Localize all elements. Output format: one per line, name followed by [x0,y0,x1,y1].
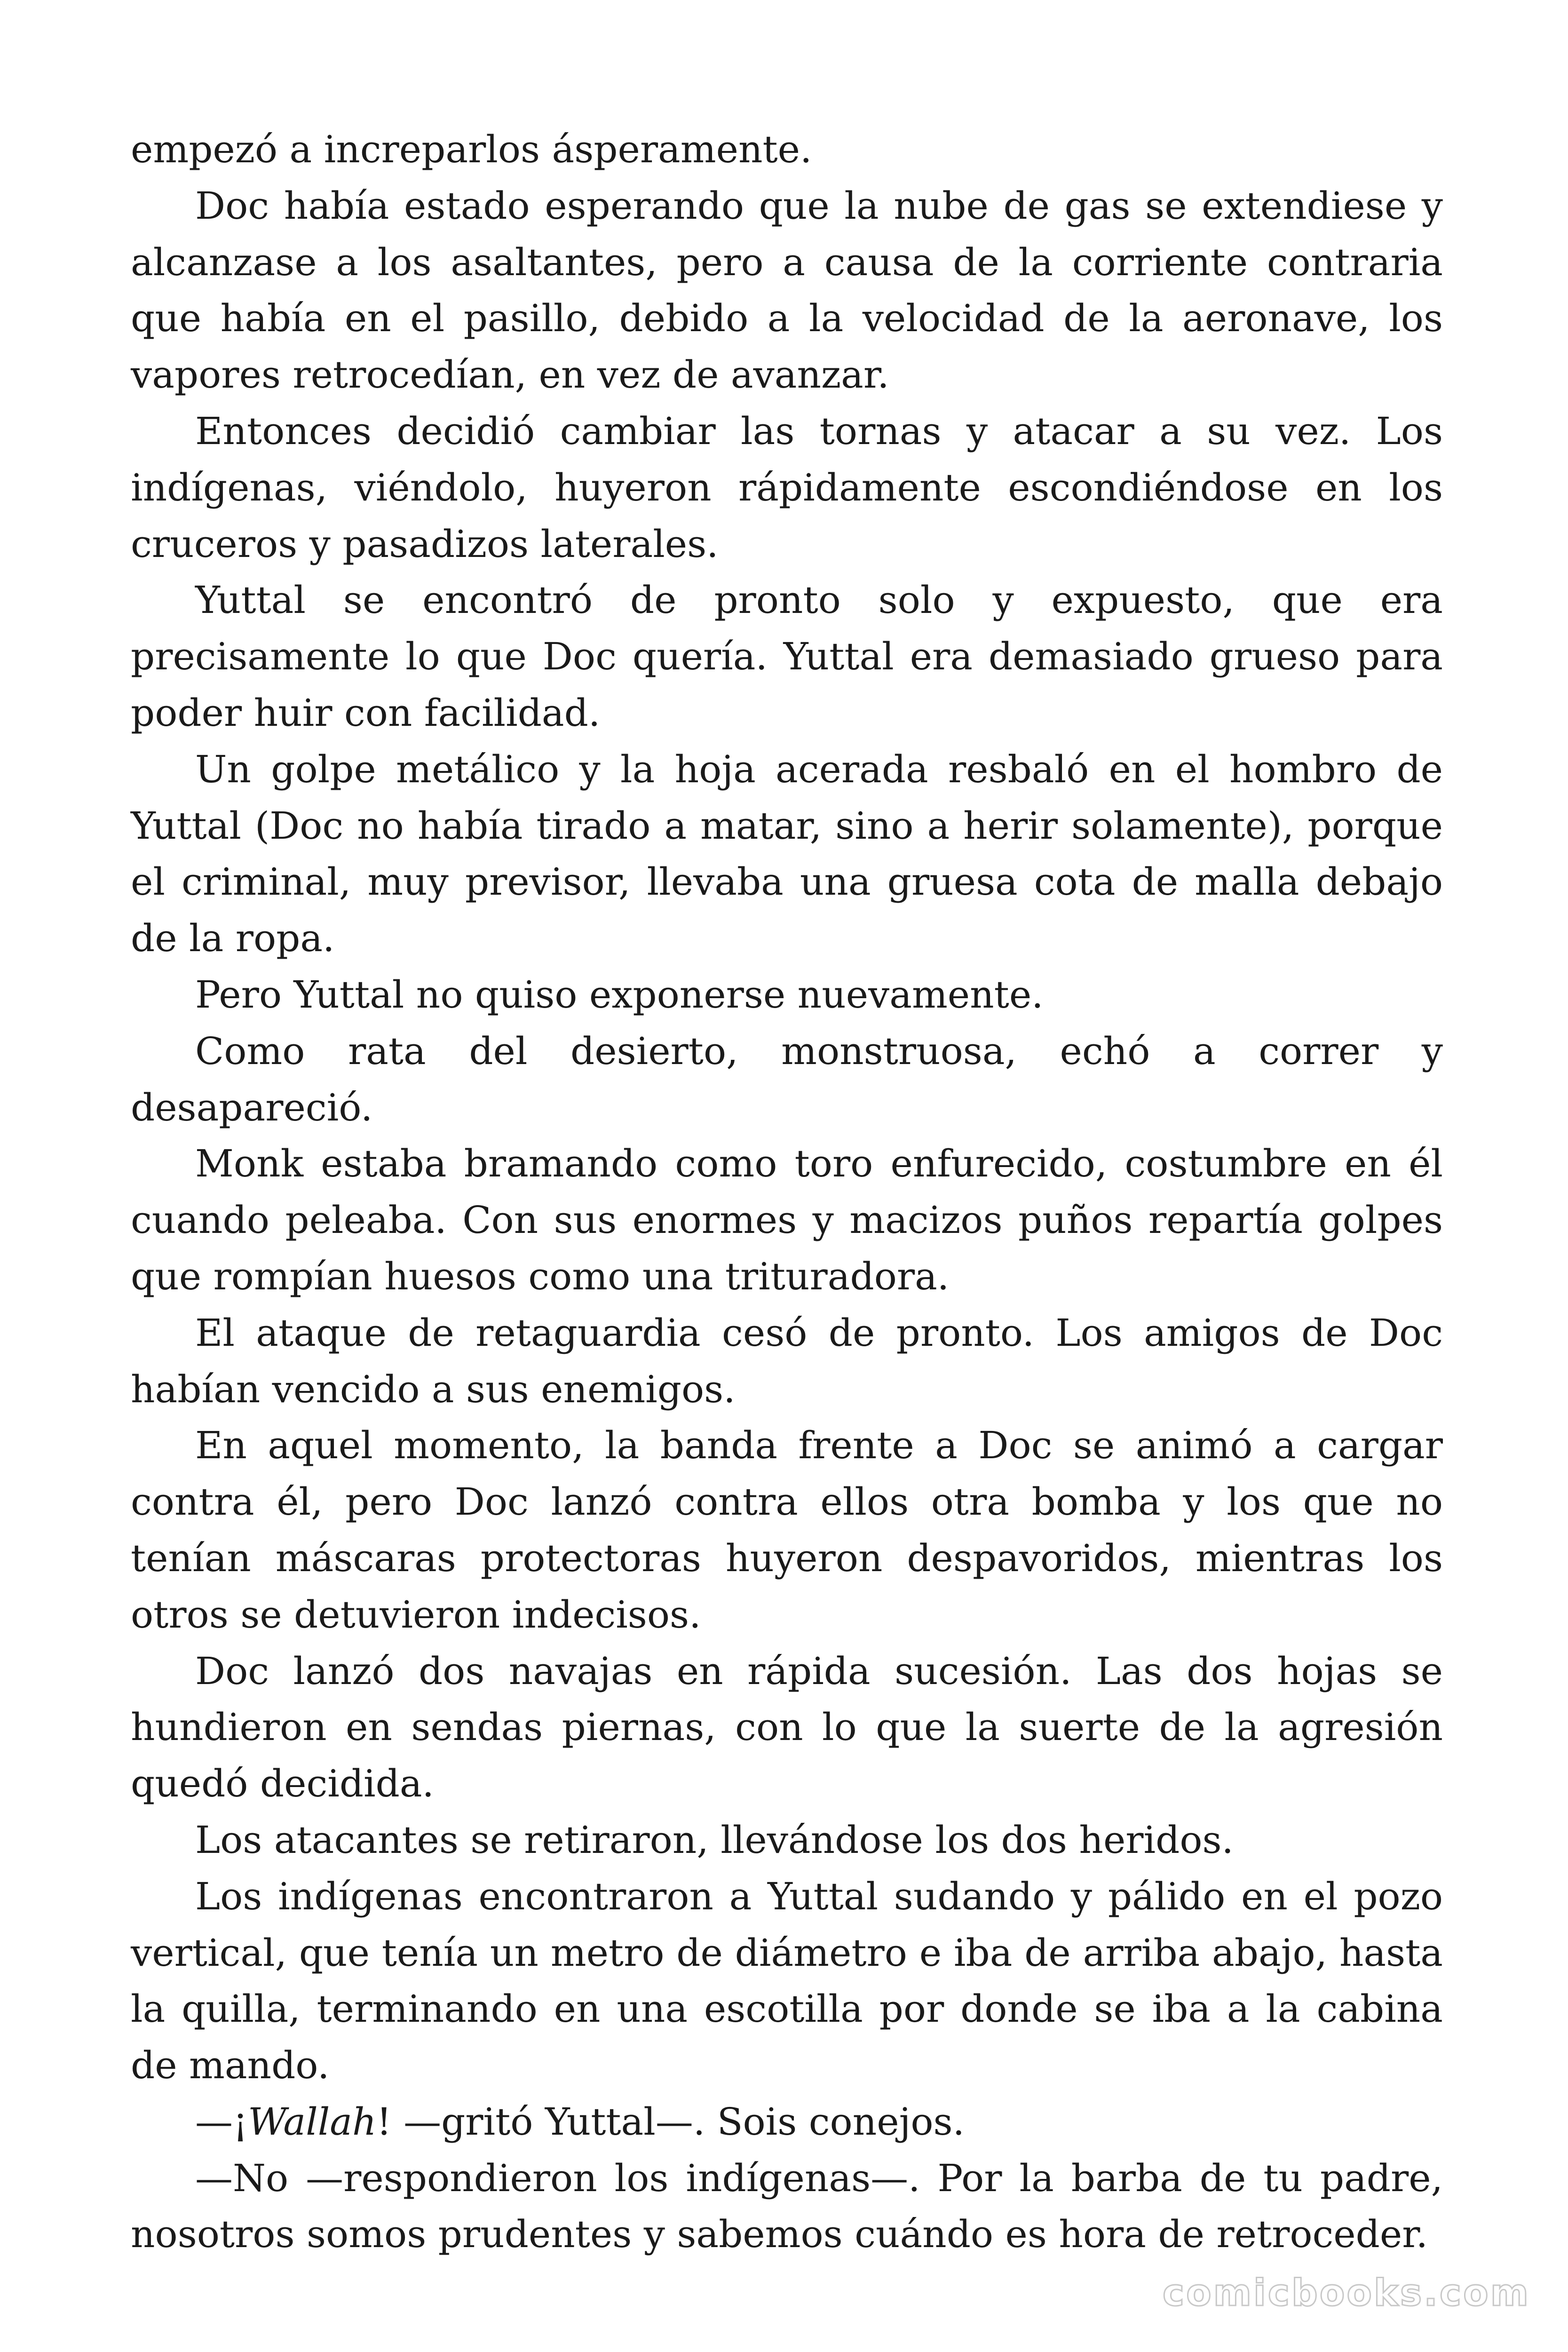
paragraph-6: Pero Yuttal no quiso exponerse nuevamente. [195,972,1044,1017]
body-text [131,121,1443,2263]
paragraph-7: Como rata del desierto, monstruosa, echó a correr y desapareció. [131,1029,1443,1129]
paragraph-11: Doc lanzó dos navajas en rápida sucesión. Las dos hojas se hundieron en sendas piernas, con lo que la suerte de la agresión quedó decidida. [131,1649,1443,1806]
paragraph-8: Monk estaba bramando como toro enfurecido, costumbre en él cuando peleaba. Con sus enormes y macizos puños repartía golpes que rompían huesos como una trituradora. [131,1142,1443,1298]
paragraph-9: El ataque de retaguardia cesó de pronto. Los amigos de Doc habían vencido a sus enemigos. [131,1311,1443,1411]
paragraph-5: Un golpe metálico y la hoja acerada resbaló en el hombro de Yuttal (Doc no había tirado a matar, sino a herir solamente), porque el criminal, muy previsor, llevaba una gruesa cota de malla debajo de la ropa. [131,747,1443,961]
paragraph-3: Entonces decidió cambiar las tornas y atacar a su vez. Los indígenas, viéndolo, huyeron rápidamente escondiéndose en los cruceros y pasadizos laterales. [131,409,1443,566]
paragraph-10: En aquel momento, la banda frente a Doc se animó a cargar contra él, pero Doc lanzó contra ellos otra bomba y los que no tenían máscaras protectoras huyeron despavoridos, mientras los otros se detuvieron indecisos. [131,1423,1443,1637]
dialogue-italic-word: Wallah [248,2099,377,2144]
paragraph-4: Yuttal se encontró de pronto solo y expuesto, que era precisamente lo que Doc quería. Yuttal era demasiado grueso para poder huir con facilidad. [131,578,1443,735]
paragraph-13: Los indígenas encontraron a Yuttal sudando y pálido en el pozo vertical, que tenía un metro de diámetro e iba de arriba abajo, hasta la quilla, terminando en una escotilla por donde se iba a la cabina de mando. [131,1874,1443,2088]
paragraph-15: —No —respondieron los indígenas—. Por la barba de tu padre, nosotros somos prudentes y sabemos cuándo es hora de retroceder. [131,2156,1443,2257]
paragraph-2: Doc había estado esperando que la nube de gas se extendiese y alcanzase a los asaltantes, pero a causa de la corriente contraria que había en el pasillo, debido a la velocidad de la aeronave, los vapores retrocedían, en vez de avanzar. [131,183,1443,397]
dialogue-suffix: ! —gritó Yuttal—. Sois conejos. [376,2099,965,2144]
paragraph-12: Los atacantes se retiraron, llevándose los dos heridos. [195,1818,1234,1862]
watermark-logo: comicbooks.com [1162,2272,1530,2314]
dialogue-prefix: —¡ [195,2099,248,2144]
paragraph-14-dialogue [131,2094,1443,2150]
paragraph-1: empezó a increparlos ásperamente. [131,127,812,171]
